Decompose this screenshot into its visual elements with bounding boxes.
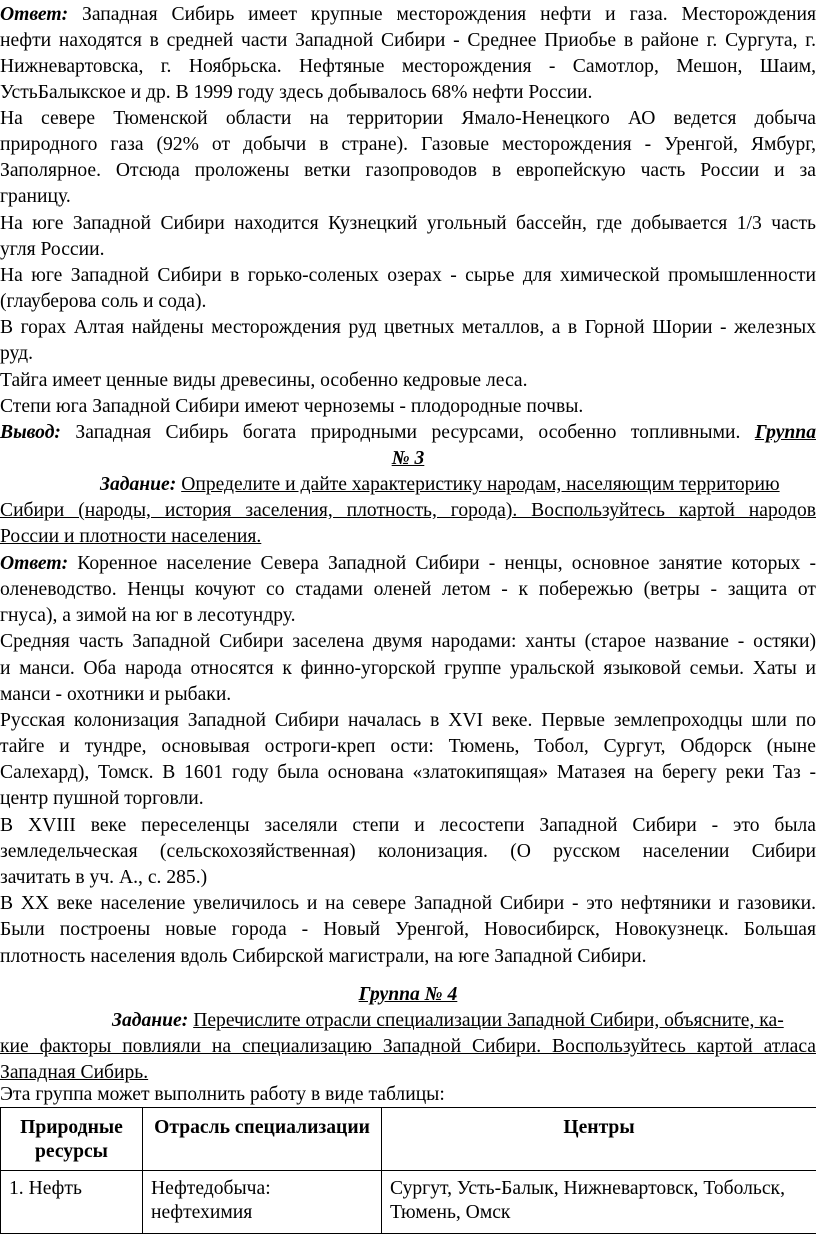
header-centers: Центры bbox=[382, 1108, 816, 1171]
answer-label: Ответ: bbox=[0, 4, 68, 25]
header-industry: Отрасль специализации bbox=[143, 1108, 382, 1171]
cell-resource: 1. Нефть bbox=[1, 1171, 143, 1234]
group-3-heading-line bbox=[0, 446, 816, 472]
s1-line-8: На юге Западной Сибири находится Кузнецкий угольный бассейн, где добывается 1/3 часть bbox=[0, 211, 816, 237]
s2-task-line-2: России и плотности населения. bbox=[0, 524, 261, 550]
s2-task-line-1: Сибири (народы, история заселения, плотность, города). Воспользуйтесь картой народов bbox=[0, 498, 816, 524]
s1-line-14: Тайга имеет ценные виды древесины, особенно кедровые леса. bbox=[0, 368, 528, 394]
s1-line-12: В горах Алтая найдены месторождения руд цветных металлов, а в Горной Шории - железных bbox=[0, 315, 816, 341]
s2-line-14: Были построены новые города - Новый Уренгой, Новосибирск, Новокузнецк. Большая bbox=[0, 917, 816, 943]
s1-line-3: УстьБалыкское и др. В 1999 году здесь добывалось 68% нефти России. bbox=[0, 80, 592, 106]
s2-line-0: Ответ: Коренное население Севера Западной Сибири - ненцы, основное занятие которых - bbox=[0, 551, 816, 577]
s1-line-4: На севере Тюменской области на территории Ямало-Ненецкого АО ведется добыча bbox=[0, 106, 816, 132]
table-intro: Эта группа может выполнить работу в виде таблицы: bbox=[0, 1082, 445, 1108]
conclusion-label: Вывод: bbox=[0, 422, 61, 443]
s1-line-11: (глауберова соль и сода). bbox=[0, 289, 206, 315]
header-resources: Природные ресурсы bbox=[1, 1108, 143, 1171]
s3-task-line-2: Западная Сибирь. bbox=[0, 1060, 148, 1086]
s2-line-5: манси - охотники и рыбаки. bbox=[0, 682, 231, 708]
s1-line-13: руд. bbox=[0, 341, 33, 367]
cell-industry: Нефтедобыча: нефтехимия bbox=[143, 1171, 382, 1234]
s2-task-line-0: Задание: Определите и дайте характеристику народам, населяющим территорию bbox=[100, 472, 780, 498]
group-4-heading-line bbox=[0, 982, 816, 1008]
s2-line-4: и манси. Оба народа относятся к финно-угорской группе уральской языковой семьи. Хаты и bbox=[0, 656, 816, 682]
s2-line-12: зачитать в уч. А., с. 285.) bbox=[0, 865, 207, 891]
group-3-heading-part1: Группа bbox=[755, 422, 816, 443]
s2-line-10: В XVIII веке переселенцы заселяли степи и лесостепи Западной Сибири - это была bbox=[0, 813, 816, 839]
cell-centers: Сургут, Усть-Балык, Нижневартовск, Тобольск, Тюмень, Омск bbox=[382, 1171, 816, 1234]
s1-line-2: Нижневартовска, г. Ноябрьска. Нефтяные месторождения - Самотлор, Мешон, Шаим, bbox=[0, 54, 816, 80]
answer-label-2: Ответ: bbox=[0, 553, 68, 574]
s2-line-2: гнуса), а зимой на юг в лесотундру. bbox=[0, 603, 296, 629]
s1-line-15: Степи юга Западной Сибири имеют черноземы - плодородные почвы. bbox=[0, 394, 583, 420]
group-4-heading: Группа № 4 bbox=[359, 984, 458, 1005]
s1-line-9: угля России. bbox=[0, 237, 104, 263]
s1-line-7: границу. bbox=[0, 184, 71, 210]
resources-table bbox=[0, 1107, 816, 1234]
conclusion-line bbox=[0, 420, 816, 446]
s2-line-1: оленеводство. Ненцы кочуют со стадами оленей летом - к побережью (ветры - защита от bbox=[0, 577, 816, 603]
s1-line-0: Ответ: Западная Сибирь имеет крупные месторождения нефти и газа. Месторождения bbox=[0, 2, 816, 28]
s2-line-13: В XX веке население увеличилось и на севере Западной Сибири - это нефтяники и газовики. bbox=[0, 891, 816, 917]
s2-line-11: земледельческая (сельскохозяйственная) колонизация. (О русском населении Сибири bbox=[0, 839, 816, 865]
s2-line-8: Салехард), Томск. В 1601 году была основана «златокипящая» Матазея на берегу реки Таз - bbox=[0, 760, 816, 786]
s1-line-6: Заполярное. Отсюда проложены ветки газопроводов в европейскую часть России и за bbox=[0, 158, 816, 184]
s1-line-10: На юге Западной Сибири в горько-соленых озерах - сырье для химической промышленности bbox=[0, 263, 816, 289]
table-header-row bbox=[1, 1108, 816, 1171]
task-label-2: Задание: bbox=[112, 1010, 188, 1031]
s1-line-1: нефти находятся в средней части Западной Сибири - Среднее Приобье в районе г. Сургута, г. bbox=[0, 28, 816, 54]
s1-line-5: природного газа (92% от добычи в стране). Газовые месторождения - Уренгой, Ямбург, bbox=[0, 132, 816, 158]
task-label: Задание: bbox=[100, 474, 176, 495]
conclusion-text: Западная Сибирь богата природными ресурсами, особенно топливными. bbox=[61, 422, 755, 443]
table-row bbox=[1, 1171, 816, 1234]
s2-line-6: Русская колонизация Западной Сибири началась в XVI веке. Первые землепроходцы шли по bbox=[0, 708, 816, 734]
s2-line-3: Средняя часть Западной Сибири заселена двумя народами: ханты (старое название - остяки) bbox=[0, 629, 816, 655]
s2-line-7: тайге и тундре, основывая остроги-креп ости: Тюмень, Тобол, Сургут, Обдорск (ныне bbox=[0, 734, 816, 760]
s2-line-15: плотность населения вдоль Сибирской магистрали, на юге Западной Сибири. bbox=[0, 944, 647, 970]
s2-line-9: центр пушной торговли. bbox=[0, 786, 204, 812]
s3-task-line-0: Задание: Перечислите отрасли специализации Западной Сибири, объясните, ка- bbox=[112, 1008, 784, 1034]
s3-task-line-1: кие факторы повлияли на специализацию Западной Сибири. Воспользуйтесь картой атласа bbox=[0, 1034, 816, 1060]
group-3-heading-part2: № 3 bbox=[392, 448, 425, 469]
